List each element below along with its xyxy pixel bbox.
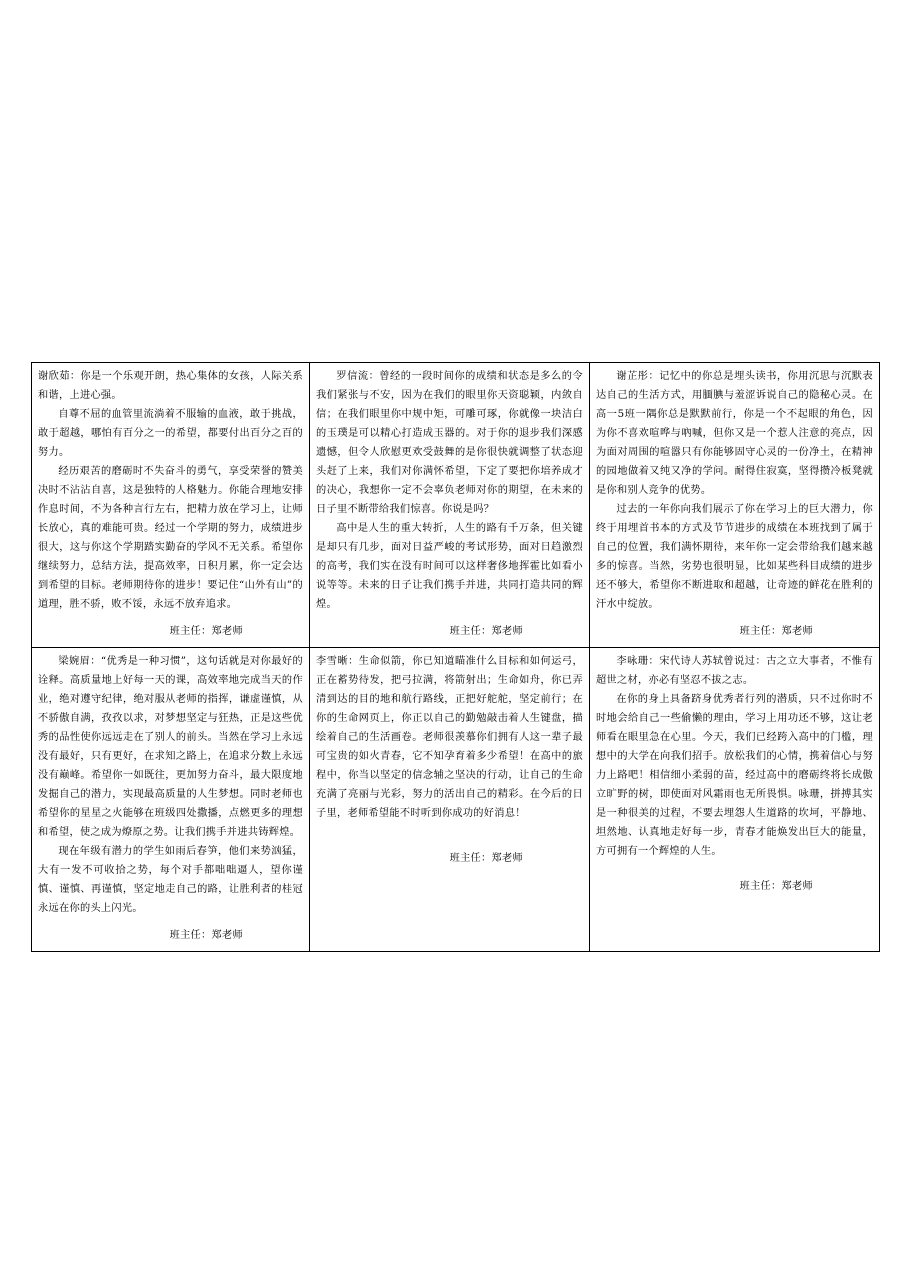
teacher-signature: 班主任：郑老师 xyxy=(739,881,813,892)
comment-text: 谢欣茹：你是一个乐观开朗，热心集体的女孩，人际关系和谐，上进心强。 xyxy=(38,371,303,401)
comment-cell-liang-wanmei xyxy=(32,648,310,952)
comment-text: 罗信流：曾经的一段时间你的成绩和状态是多么的令我们紧张与不安，因为在我们的眼里你天资聪颖，内敛自信；在我们眼里你中规中矩，可雕可琢，你就像一块洁白的玉璞是可以精心打造成玉器的。对于你的退步我们深感遗憾，但令人欣慰更欢受鼓舞的是你很快就调整了状态迎头赶了上来，我们对你满怀希望，下定了要把你培养成才的决心，我想你一定不会辜负老师对你的期望，在未来的日子里不断带给我们惊喜。你说是吗？ xyxy=(316,371,583,515)
comment-text: 自尊不屈的血管里流淌着不服输的血液，敢于挑战，敢于超越，哪怕有百分之一的希望，都要付出百分之百的努力。 xyxy=(38,409,303,458)
table-row xyxy=(32,648,880,952)
comment-cell-xie-xinru xyxy=(32,363,310,648)
teacher-signature: 班主任：郑老师 xyxy=(449,853,523,864)
comment-cell-li-yongshan xyxy=(590,648,880,952)
comment-table xyxy=(31,362,880,952)
table-row xyxy=(32,363,880,648)
comment-text: 经历艰苦的磨砺时不失奋斗的勇气，享受荣誉的赞美决时不沾沾自喜，这是独特的人格魅力。你能合理地安排作息时间，不为各种言行左右，把精力放在学习上，让师长放心，真的难能可贵。经过一个学期的努力，成绩进步很大，这与你这个学期踏实勤奋的学风不无关系。希望你继续努力，总结方法，提高效率，日积月累，你一定会达到希望的目标。老师期待你的进步！要记住“山外有山”的道理，胜不骄，败不馁，永远不放弃追求。 xyxy=(38,466,303,610)
comment-cell-li-xuexi xyxy=(310,648,590,952)
teacher-signature: 班主任：郑老师 xyxy=(169,930,243,941)
comment-text: 李咏珊：宋代诗人苏轼曾说过：古之立大事者，不惟有超世之材，亦必有坚忍不拔之志。 xyxy=(596,656,873,686)
comment-text: 在你的身上具备跻身优秀者行列的潜质，只不过你时不时地会给自己一些偷懒的理由，学习上用功还不够，这让老师看在眼里急在心里。今天，我们已经跨入高中的门槛，理想中的大学在向我们招手。放松我们的心情，携着信心与努力上路吧！相信细小柔弱的苗，经过高中的磨砺终将长成傲立旷野的树，即使面对风霜雨也无所畏惧。咏珊，拼搏其实是一种很美的过程，不要去埋怨人生道路的坎坷，平静地、坦然地、认真地走好每一步，青春才能焕发出巨大的能量，方可拥有一个辉煌的人生。 xyxy=(596,694,873,857)
comment-text: 现在年级有潜力的学生如雨后春笋，他们来势汹猛，大有一发不可收拾之势，每个对手都咄咄逼人，望你谨慎、谨慎、再谨慎，坚定地走自己的路，让胜利者的桂冠永远在你的头上闪光。 xyxy=(38,846,303,914)
comment-text: 谢芷彤：记忆中的你总是埋头读书，你用沉思与沉默表达自己的生活方式，用腼腆与羞涩诉说自己的隐秘心灵。在高一5班一隅你总是默默前行，你是一个不起眼的角色，因为你不喜欢喧哗与吶喊，但你又是一个惹人注意的亮点，因为面对周围的喧嚣只有你能够固守心灵的一份净土，在精神的园地做着又纯又净的学问。耐得住寂寞，坚得攒冷板凳就是你和别人竞争的优势。 xyxy=(596,371,873,496)
comment-text: 梁婉眉：“优秀是一种习惯”，这句话就是对你最好的诠释。高质量地上好每一天的课，高效率地完成当天的作业，绝对遵守纪律，绝对服从老师的指挥，谦虚谨慎，从不骄傲自满，孜孜以求，对梦想坚定与狂热，正是这些优秀的品性使你远远走在了别人的前头。当然在学习上永远没有最好，只有更好，在求知之路上，在追求分数上永远没有巅峰。希望你一如既往，更加努力奋斗，最大限度地发掘自己的潜力，实现最高质量的人生梦想。同时老师也希望你的星星之火能够在班级四处撒播，点燃更多的理想和希望，使之成为燎原之势。让我们携手并进共铸辉煌。 xyxy=(38,656,303,838)
teacher-signature: 班主任：郑老师 xyxy=(739,626,813,637)
comment-text: 李雪晰：生命似箭，你已知道瞄准什么目标和如何运弓，正在蓄势待发，把弓拉满，将箭射出；生命如舟，你已弄清到达的目的地和航行路线，正把好舵舵，坚定前行；在你的生命网页上，你正以自己的勤勉敲击着人生键盘，描绘着自己的生活画卷。老师很羡慕你们拥有人这一辈子最可宝贵的如火青春，它不知孕育着多少希望！在高中的旅程中，你当以坚定的信念辅之坚决的行动，让自己的生命充满了亮丽与光彩，努力的活出自己的精彩。在今后的日子里，老师希望能不时听到你成功的好消息！ xyxy=(316,656,583,819)
comment-cell-xie-zhitong xyxy=(590,363,880,648)
comment-cell-luo-xinliu xyxy=(310,363,590,648)
teacher-signature: 班主任：郑老师 xyxy=(169,626,243,637)
teacher-signature: 班主任：郑老师 xyxy=(449,626,523,637)
comment-text: 高中是人生的重大转折，人生的路有千万条，但关键是却只有几步，面对日益严峻的考试形势，面对日趋激烈的高考，我们实在没有时间可以这样奢侈地挥霍比如看小说等等。未来的日子让我们携手并进，共同打造共同的辉煌。 xyxy=(316,523,583,610)
comment-text: 过去的一年你向我们展示了你在学习上的巨大潜力，你终于用埋首书本的方式及节节进步的成绩在本班找到了属于自己的位置，我们满怀期待，来年你一定会带给我们越来越多的惊喜。当然，劣势也很明显，比如某些科目成绩的进步还不够大，希望你不断进取和超越，让奇迹的鲜花在胜利的汗水中绽放。 xyxy=(596,504,873,610)
